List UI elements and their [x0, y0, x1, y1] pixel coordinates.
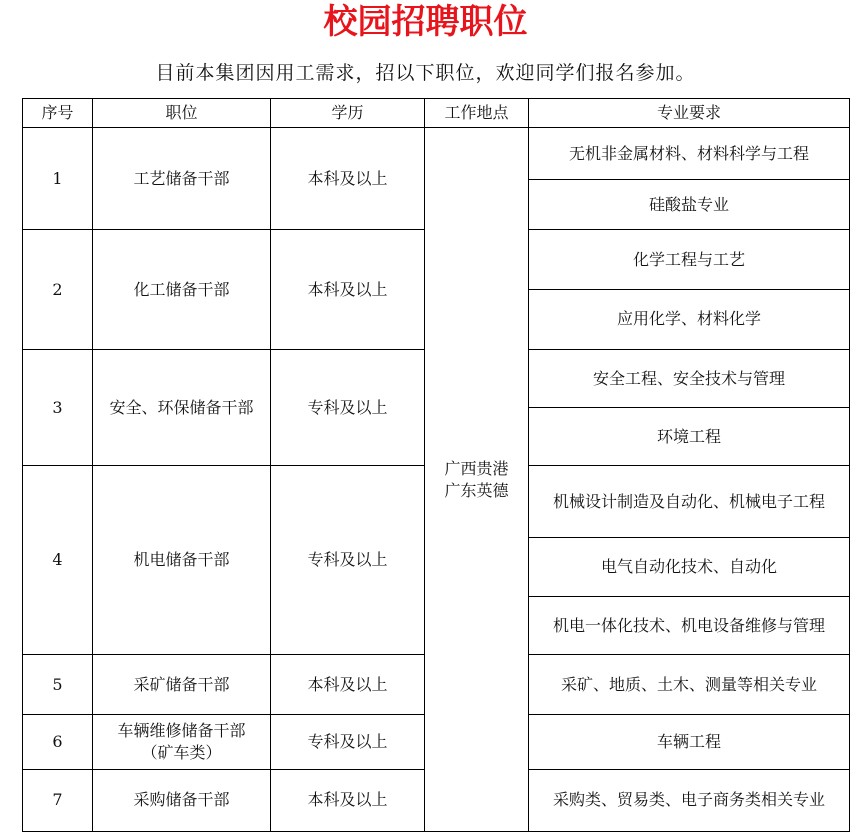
table-row: [23, 128, 850, 180]
major-cell: 环境工程: [529, 408, 850, 466]
position-cell: 工艺储备干部: [93, 128, 271, 230]
row-number: 4: [23, 466, 93, 655]
col-header-position: 职位: [93, 99, 271, 128]
row-number: 2: [23, 230, 93, 350]
col-header-location: 工作地点: [425, 99, 529, 128]
major-cell: 无机非金属材料、材料科学与工程: [529, 128, 850, 180]
page-title: 校园招聘职位: [323, 2, 528, 42]
major-cell: 采购类、贸易类、电子商务类相关专业: [529, 769, 850, 831]
major-cell: 安全工程、安全技术与管理: [529, 349, 850, 407]
position-cell: 化工储备干部: [93, 230, 271, 350]
major-cell: 应用化学、材料化学: [529, 289, 850, 349]
position-cell: [93, 715, 271, 769]
position-note: （矿车类）: [141, 743, 222, 763]
location-line: 广西贵港: [444, 458, 509, 478]
col-header-number: 序号: [23, 99, 93, 128]
education-cell: 本科及以上: [271, 230, 425, 350]
position-name: 车辆维修储备干部: [117, 721, 246, 741]
education-cell: 专科及以上: [271, 466, 425, 655]
row-number: 3: [23, 349, 93, 465]
education-cell: 专科及以上: [271, 715, 425, 769]
position-cell: 采购储备干部: [93, 769, 271, 831]
education-cell: 本科及以上: [271, 655, 425, 715]
row-number: 5: [23, 655, 93, 715]
major-cell: 采矿、地质、土木、测量等相关专业: [529, 655, 850, 715]
major-cell: 车辆工程: [529, 715, 850, 769]
education-cell: 本科及以上: [271, 128, 425, 230]
row-number: 1: [23, 128, 93, 230]
major-cell: 化学工程与工艺: [529, 230, 850, 289]
location-line: 广东英德: [444, 480, 509, 500]
col-header-major: 专业要求: [529, 99, 850, 128]
education-cell: 专科及以上: [271, 349, 425, 465]
row-number: 6: [23, 715, 93, 769]
position-cell: 机电储备干部: [93, 466, 271, 655]
position-cell: 采矿储备干部: [93, 655, 271, 715]
page-subtitle: 目前本集团因用工需求，招以下职位，欢迎同学们报名参加。: [155, 62, 696, 84]
row-number: 7: [23, 769, 93, 831]
major-cell: 硅酸盐专业: [529, 180, 850, 230]
header-row: [23, 99, 850, 128]
jobs-table: [22, 98, 850, 832]
position-cell: 安全、环保储备干部: [93, 349, 271, 465]
location-cell: [425, 128, 529, 832]
major-cell: 机电一体化技术、机电设备维修与管理: [529, 596, 850, 654]
major-cell: 机械设计制造及自动化、机械电子工程: [529, 466, 850, 537]
major-cell: 电气自动化技术、自动化: [529, 537, 850, 596]
col-header-education: 学历: [271, 99, 425, 128]
education-cell: 本科及以上: [271, 769, 425, 831]
